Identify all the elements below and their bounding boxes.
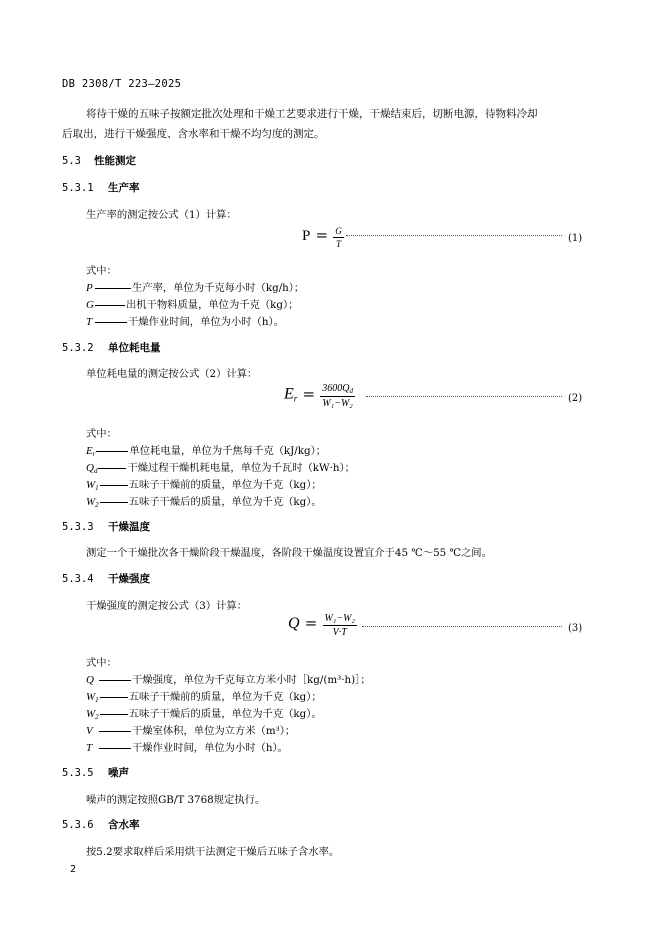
var-def xyxy=(86,459,355,475)
var-def xyxy=(86,688,322,704)
section-number: 5.3.4 xyxy=(62,573,94,585)
var-letter: E xyxy=(86,445,93,457)
var-letter: W xyxy=(86,496,96,508)
var-def xyxy=(86,671,371,686)
var-letter: W xyxy=(86,691,96,703)
dash-rule xyxy=(100,697,128,698)
fraction-denominator: T xyxy=(336,239,342,249)
section-5-3-5-heading xyxy=(62,765,129,780)
formula-lhs: Q xyxy=(288,615,300,632)
numerator-subscript: d xyxy=(349,387,353,395)
var-def xyxy=(86,313,284,328)
formula-fraction xyxy=(333,226,344,249)
dash-rule xyxy=(95,322,127,323)
where-label: 式中： xyxy=(86,657,117,669)
moisture-text: 按5.2要求取样后采用烘干法测定干燥后五味子含水率。 xyxy=(86,846,340,858)
var-desc: 五味子干燥前的质量，单位为千克（kg）； xyxy=(128,479,322,491)
var-symbol xyxy=(86,496,99,509)
var-def xyxy=(86,296,298,311)
var-desc: 干燥室体积，单位为立方米（m³）； xyxy=(132,725,296,737)
section-number: 5.3.1 xyxy=(62,182,94,194)
section-5-3-2-heading xyxy=(62,340,161,355)
var-letter: Q xyxy=(86,462,94,474)
var-symbol xyxy=(86,479,99,492)
page-number: 2 xyxy=(70,864,77,875)
where-label: 式中： xyxy=(86,428,117,440)
dash-rule xyxy=(95,305,125,306)
formula-1-intro: 生产率的测定按公式（1）计算： xyxy=(86,209,237,221)
formula-2-intro: 单位耗电量的测定按公式（2）计算： xyxy=(86,368,258,380)
section-5-3-1-heading xyxy=(62,180,140,195)
formula-lhs: E xyxy=(284,385,294,403)
fraction-denominator: W₁−W₂ xyxy=(322,398,353,409)
dash-rule xyxy=(98,468,126,469)
var-desc: 出机干物料质量，单位为千克（kg）； xyxy=(126,299,299,311)
var-symbol: G xyxy=(86,299,94,311)
section-5-3-heading xyxy=(62,153,136,168)
dash-rule xyxy=(96,451,128,452)
var-def xyxy=(86,722,295,737)
section-number: 5.3.2 xyxy=(62,342,94,354)
var-subscript: 2 xyxy=(95,501,99,509)
var-desc: 五味子干燥后的质量，单位为千克（kg）。 xyxy=(128,708,322,720)
equation-number: (3) xyxy=(568,623,583,634)
fraction-numerator xyxy=(320,383,355,397)
section-title: 性能测定 xyxy=(94,155,136,167)
where-label: 式中： xyxy=(86,265,117,277)
var-def xyxy=(86,739,288,754)
section-number: 5.3.5 xyxy=(62,767,94,779)
formula-fraction xyxy=(320,383,355,409)
equation-number: (2) xyxy=(568,393,583,404)
section-title: 含水率 xyxy=(108,819,140,831)
dash-rule xyxy=(95,288,131,289)
formula-equals: = xyxy=(315,226,329,244)
var-symbol xyxy=(86,445,95,458)
var-desc: 干燥过程干燥机耗电量，单位为千瓦时（kW·h）； xyxy=(127,462,355,474)
section-title: 生产率 xyxy=(108,182,140,194)
var-desc: 干燥作业时间，单位为小时（h）。 xyxy=(132,742,288,754)
var-symbol xyxy=(86,708,99,721)
numerator-text: 3600Q xyxy=(322,383,350,394)
formula-1 xyxy=(302,226,344,249)
drying-temperature-text: 测定一个干燥批次各干燥阶段干燥温度，各阶段干燥温度设置宜介于45 ℃～55 ℃之间。 xyxy=(86,547,492,559)
leader-dots xyxy=(346,235,562,236)
var-def xyxy=(86,705,322,721)
var-desc: 干燥作业时间，单位为小时（h）。 xyxy=(128,316,284,328)
var-def xyxy=(86,493,322,509)
section-5-3-4-heading xyxy=(62,571,150,586)
dash-rule xyxy=(99,731,131,732)
fraction-numerator: G xyxy=(335,226,342,236)
fraction-numerator: W₁−W₂ xyxy=(324,613,355,624)
formula-equals: = xyxy=(302,384,316,403)
var-symbol: Q xyxy=(86,674,94,686)
dash-rule xyxy=(99,748,131,749)
dash-rule xyxy=(100,714,128,715)
section-number: 5.3 xyxy=(62,155,81,167)
var-desc: 干燥强度，单位为千克每立方米小时［kg/(m³·h)］； xyxy=(132,674,371,686)
formula-lhs-subscript: r xyxy=(293,393,298,404)
fraction-denominator: V·T xyxy=(332,627,347,638)
var-letter: W xyxy=(86,479,96,491)
var-def xyxy=(86,279,304,294)
intro-paragraph-line2: 后取出，进行干燥强度、含水率和干燥不均匀度的测定。 xyxy=(62,128,325,140)
formula-fraction xyxy=(323,613,357,638)
var-desc: 五味子干燥后的质量，单位为千克（kg）。 xyxy=(128,496,322,508)
var-def xyxy=(86,476,322,492)
var-symbol: P xyxy=(86,282,93,294)
formula-2 xyxy=(284,383,355,409)
section-title: 噪声 xyxy=(108,767,129,779)
leader-dots xyxy=(366,396,562,397)
var-letter: W xyxy=(86,708,96,720)
standard-id-header: DB 2308/T 223—2025 xyxy=(62,78,182,90)
var-symbol: T xyxy=(86,742,93,754)
dash-rule xyxy=(99,680,131,681)
section-5-3-6-heading xyxy=(62,817,140,832)
formula-lhs: P xyxy=(302,228,311,244)
var-desc: 五味子干燥前的质量，单位为千克（kg）； xyxy=(128,691,322,703)
var-desc: 生产率，单位为千克每小时（kg/h）； xyxy=(132,282,305,294)
section-title: 干燥温度 xyxy=(108,521,150,533)
noise-text: 噪声的测定按照GB/T 3768规定执行。 xyxy=(86,794,266,806)
var-symbol: T xyxy=(86,316,93,328)
section-number: 5.3.3 xyxy=(62,521,94,533)
leader-dots xyxy=(362,626,562,627)
var-symbol: V xyxy=(86,725,93,737)
formula-equals: = xyxy=(304,614,318,632)
intro-paragraph-line1: 将待干燥的五味子按额定批次处理和干燥工艺要求进行干燥，干燥结束后，切断电源，待物料冷却 xyxy=(86,108,538,120)
var-subscript: 1 xyxy=(95,484,99,492)
section-number: 5.3.6 xyxy=(62,819,94,831)
var-subscript: 2 xyxy=(95,713,99,721)
formula-3-intro: 干燥强度的测定按公式（3）计算： xyxy=(86,600,248,612)
dash-rule xyxy=(100,485,128,486)
equation-number: (1) xyxy=(568,233,583,244)
section-title: 干燥强度 xyxy=(108,573,150,585)
var-symbol xyxy=(86,462,97,475)
var-desc: 单位耗电量，单位为千焦每千克（kJ/kg）； xyxy=(129,445,327,457)
var-subscript: r xyxy=(92,450,96,458)
var-symbol xyxy=(86,691,99,704)
dash-rule xyxy=(100,502,128,503)
var-subscript: d xyxy=(93,467,98,475)
var-def xyxy=(86,442,326,458)
var-subscript: 1 xyxy=(95,696,99,704)
section-5-3-3-heading xyxy=(62,519,150,534)
formula-3 xyxy=(288,613,357,638)
section-title: 单位耗电量 xyxy=(108,342,161,354)
